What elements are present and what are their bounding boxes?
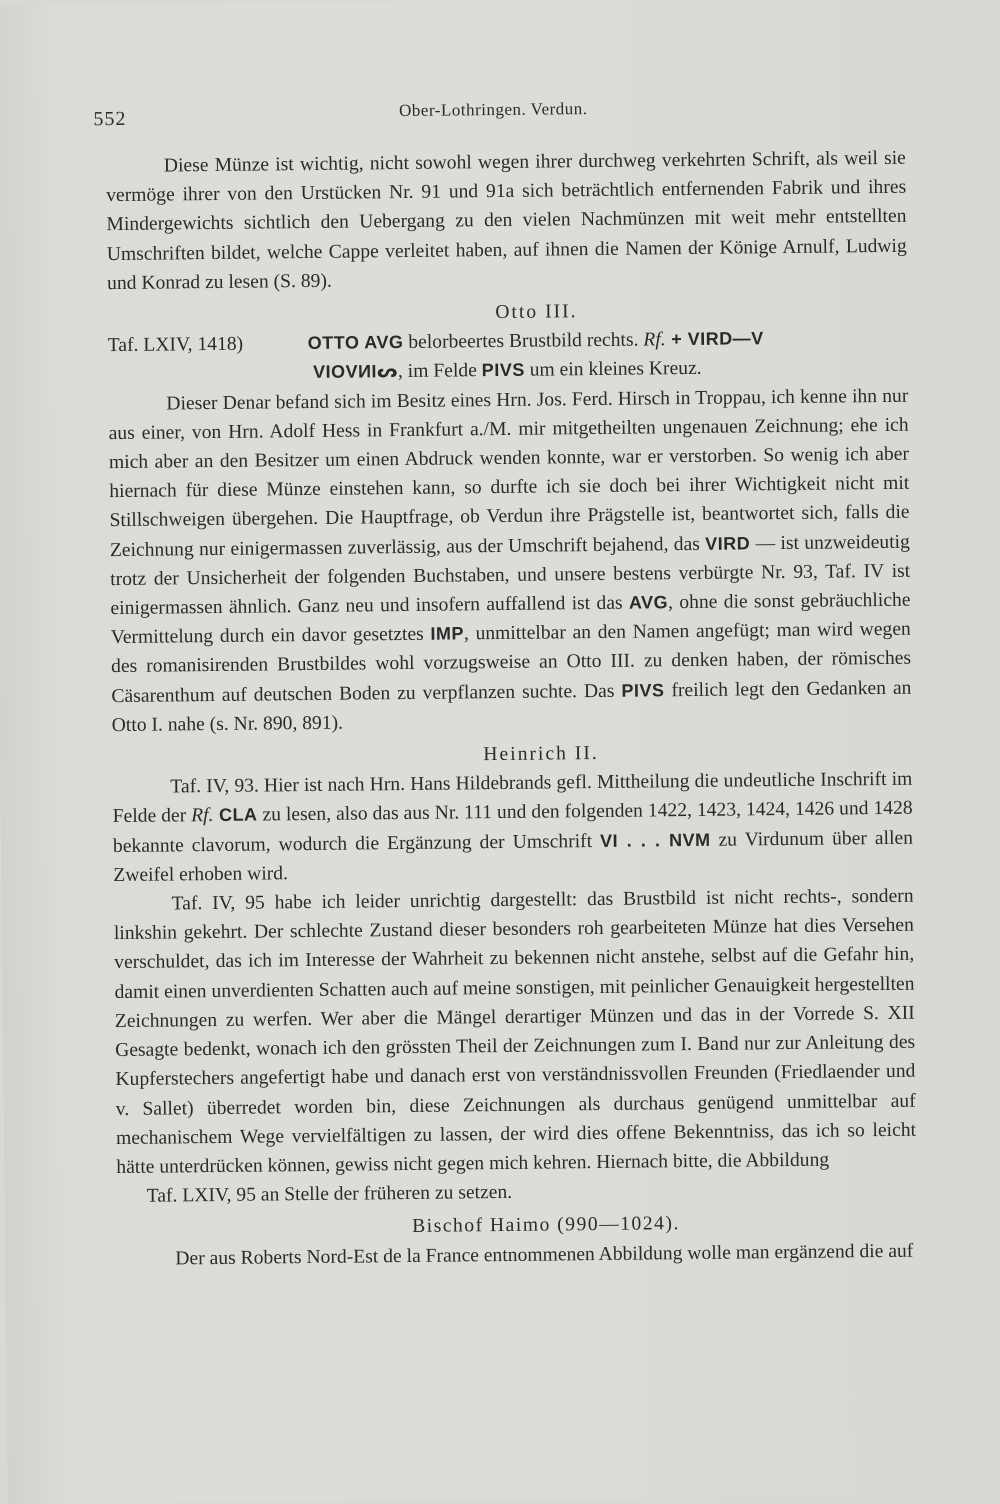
paragraph-taf-iv-95: Taf. IV, 95 habe ich leider unrichtig dargestellt: das Brustbild ist nicht rechts-, sondern linkshin gekehrt. Der schlechte Zustand dieser besonders roh gearbeiteten Münze hat dies Versehen verschuldet, das ich im Interesse der Wahrheit zu bekennen nicht anstehe, selbst auf die Gefahr hin, damit einen unverdienten Schatten auch auf meine sonstigen, mit peinlicher Genauigkeit hergestellten Zeichnungen zu werfen. Wer aber die Mängel derartiger Münzen und das in der Vorrede S. XII Gesagte bedenkt, wonach ich den grössten Theil der Zeichnungen zum I. Band nur zur Anleitung des Kupferstechers angefertigt habe und danach erst von verständnissvollen Freunden (Friedlaender und v. Sallet) überredet worden bin, diese Zeichnungen als durchaus genügend unmittelbar auf mechanischem Wege vervielfältigen zu lassen, der wird dies offene Bekenntniss, das ich so leicht hätte unterdrücken können, gewiss nicht gegen mich kehren. Hiernach bitte, die Abbildung <box>113 885 917 1178</box>
running-head: Ober-Lothringen. Verdun. <box>399 99 588 121</box>
heading-otto-iii: Otto III. <box>495 301 578 324</box>
paragraph-cappe: Diese Münze ist wichtig, nicht sowohl wegen ihrer durchweg verkehrten Schrift, als weil sie vermöge ihrer von den Urstücken Nr. 91 und 91a sich beträchtlich entfernenden Fabrik und ihres Mindergewichts sichtlich den Uebergang zu den vielen Nachmünzen mit weit mehr entstellten Umschriften bildet, welche Cappe verleitet haben, auf ihnen die Namen der Könige Arnulf, Ludwig und Konrad zu lesen (S. 89). <box>106 147 907 294</box>
field-legend: PIVS <box>481 360 525 381</box>
heading-heinrich-ii: Heinrich II. <box>483 743 599 766</box>
paragraph-denar: Dieser Denar befand sich im Besitz eines Hrn. Jos. Ferd. Hirsch in Troppau, ich kenne ihn nur aus einer, von Hrn. Adolf Hess in Frankfurt a./M. mir mitgetheilten ungenauen Zeichnung; ehe ich mich aber an den Besitzer um einen Abdruck wenden konnte, war er verstorben. So wenig ich aber hiernach für diese Münze einstehen kann, so durfte ich sie doch bei ihrer Wichtigkeit nicht mit Stillschweigen übergehen. Die Hauptfrage, ob Verdun ihre Prägstelle ist, beantwortet sich, falls die Zeichnung nur einigermassen zuverlässig, aus der Umschrift bejahend, das VIRD — ist unzweideutig trotz der Unsicherheit der folgenden Buchstaben, und unsere bestens verbürgte Nr. 93, Taf. IV ist einigermassen ähnlich. Ganz neu und insofern auffallend ist das AVG, ohne die sonst gebräuchliche Vermittelung durch ein davor gesetztes IMP, unmittelbar an den Namen angefügt; man wird wegen des romanisirenden Brustbildes wohl vorzugsweise an Otto III. zu denken haben, der römisches Cäsarenthum auf deutschen Boden zu verpflanzen suchte. Das PIVS freilich legt den Gedanken an Otto I. nahe (s. Nr. 890, 891). <box>108 385 912 736</box>
reverse-legend: + VIRD—V <box>665 328 764 350</box>
paragraph-taf-iv-93: Taf. IV, 93. Hier ist nach Hrn. Hans Hildebrands gefl. Mittheilung die undeutliche Inschrift im Felde der Rf. CLA zu lesen, also das aus Nr. 111 und den folgenden 1422, 1423, 1424, 1426 und 1428 bekannte clavorum, wodurch die Ergänzung der Umschrift VI . . . NVM zu Virdunum über allen Zweifel erhoben wird. <box>112 768 914 886</box>
reverse-legend-continued: VIOVИIᔕ <box>312 361 399 383</box>
page-number: 552 <box>93 107 127 131</box>
paragraph-roberts: Der aus Roberts Nord-Est de la France entnommenen Abbildung wolle man ergänzend die auf <box>175 1240 914 1269</box>
coin-reference: Taf. LXIV, 1418) <box>107 333 244 357</box>
reverse-abbrev: Rf. <box>643 329 666 351</box>
page-body <box>106 144 918 1274</box>
paragraph-taf-lxiv-95: Taf. LXIV, 95 an Stelle der früheren zu setzen. <box>146 1182 513 1207</box>
page-header <box>93 96 893 134</box>
heading-bischof-haimo: Bischof Haimo (990—1024). <box>412 1213 680 1238</box>
obverse-legend: OTTO AVG <box>307 332 404 354</box>
coin-entry-1418: Taf. LXIV, 1418) OTTO AVG belorbeertes Brustbild rechts. Rf. + VIRD—V VIOVИIᔕ, im Felde PIVS um ein kleines Kreuz. <box>107 328 764 383</box>
